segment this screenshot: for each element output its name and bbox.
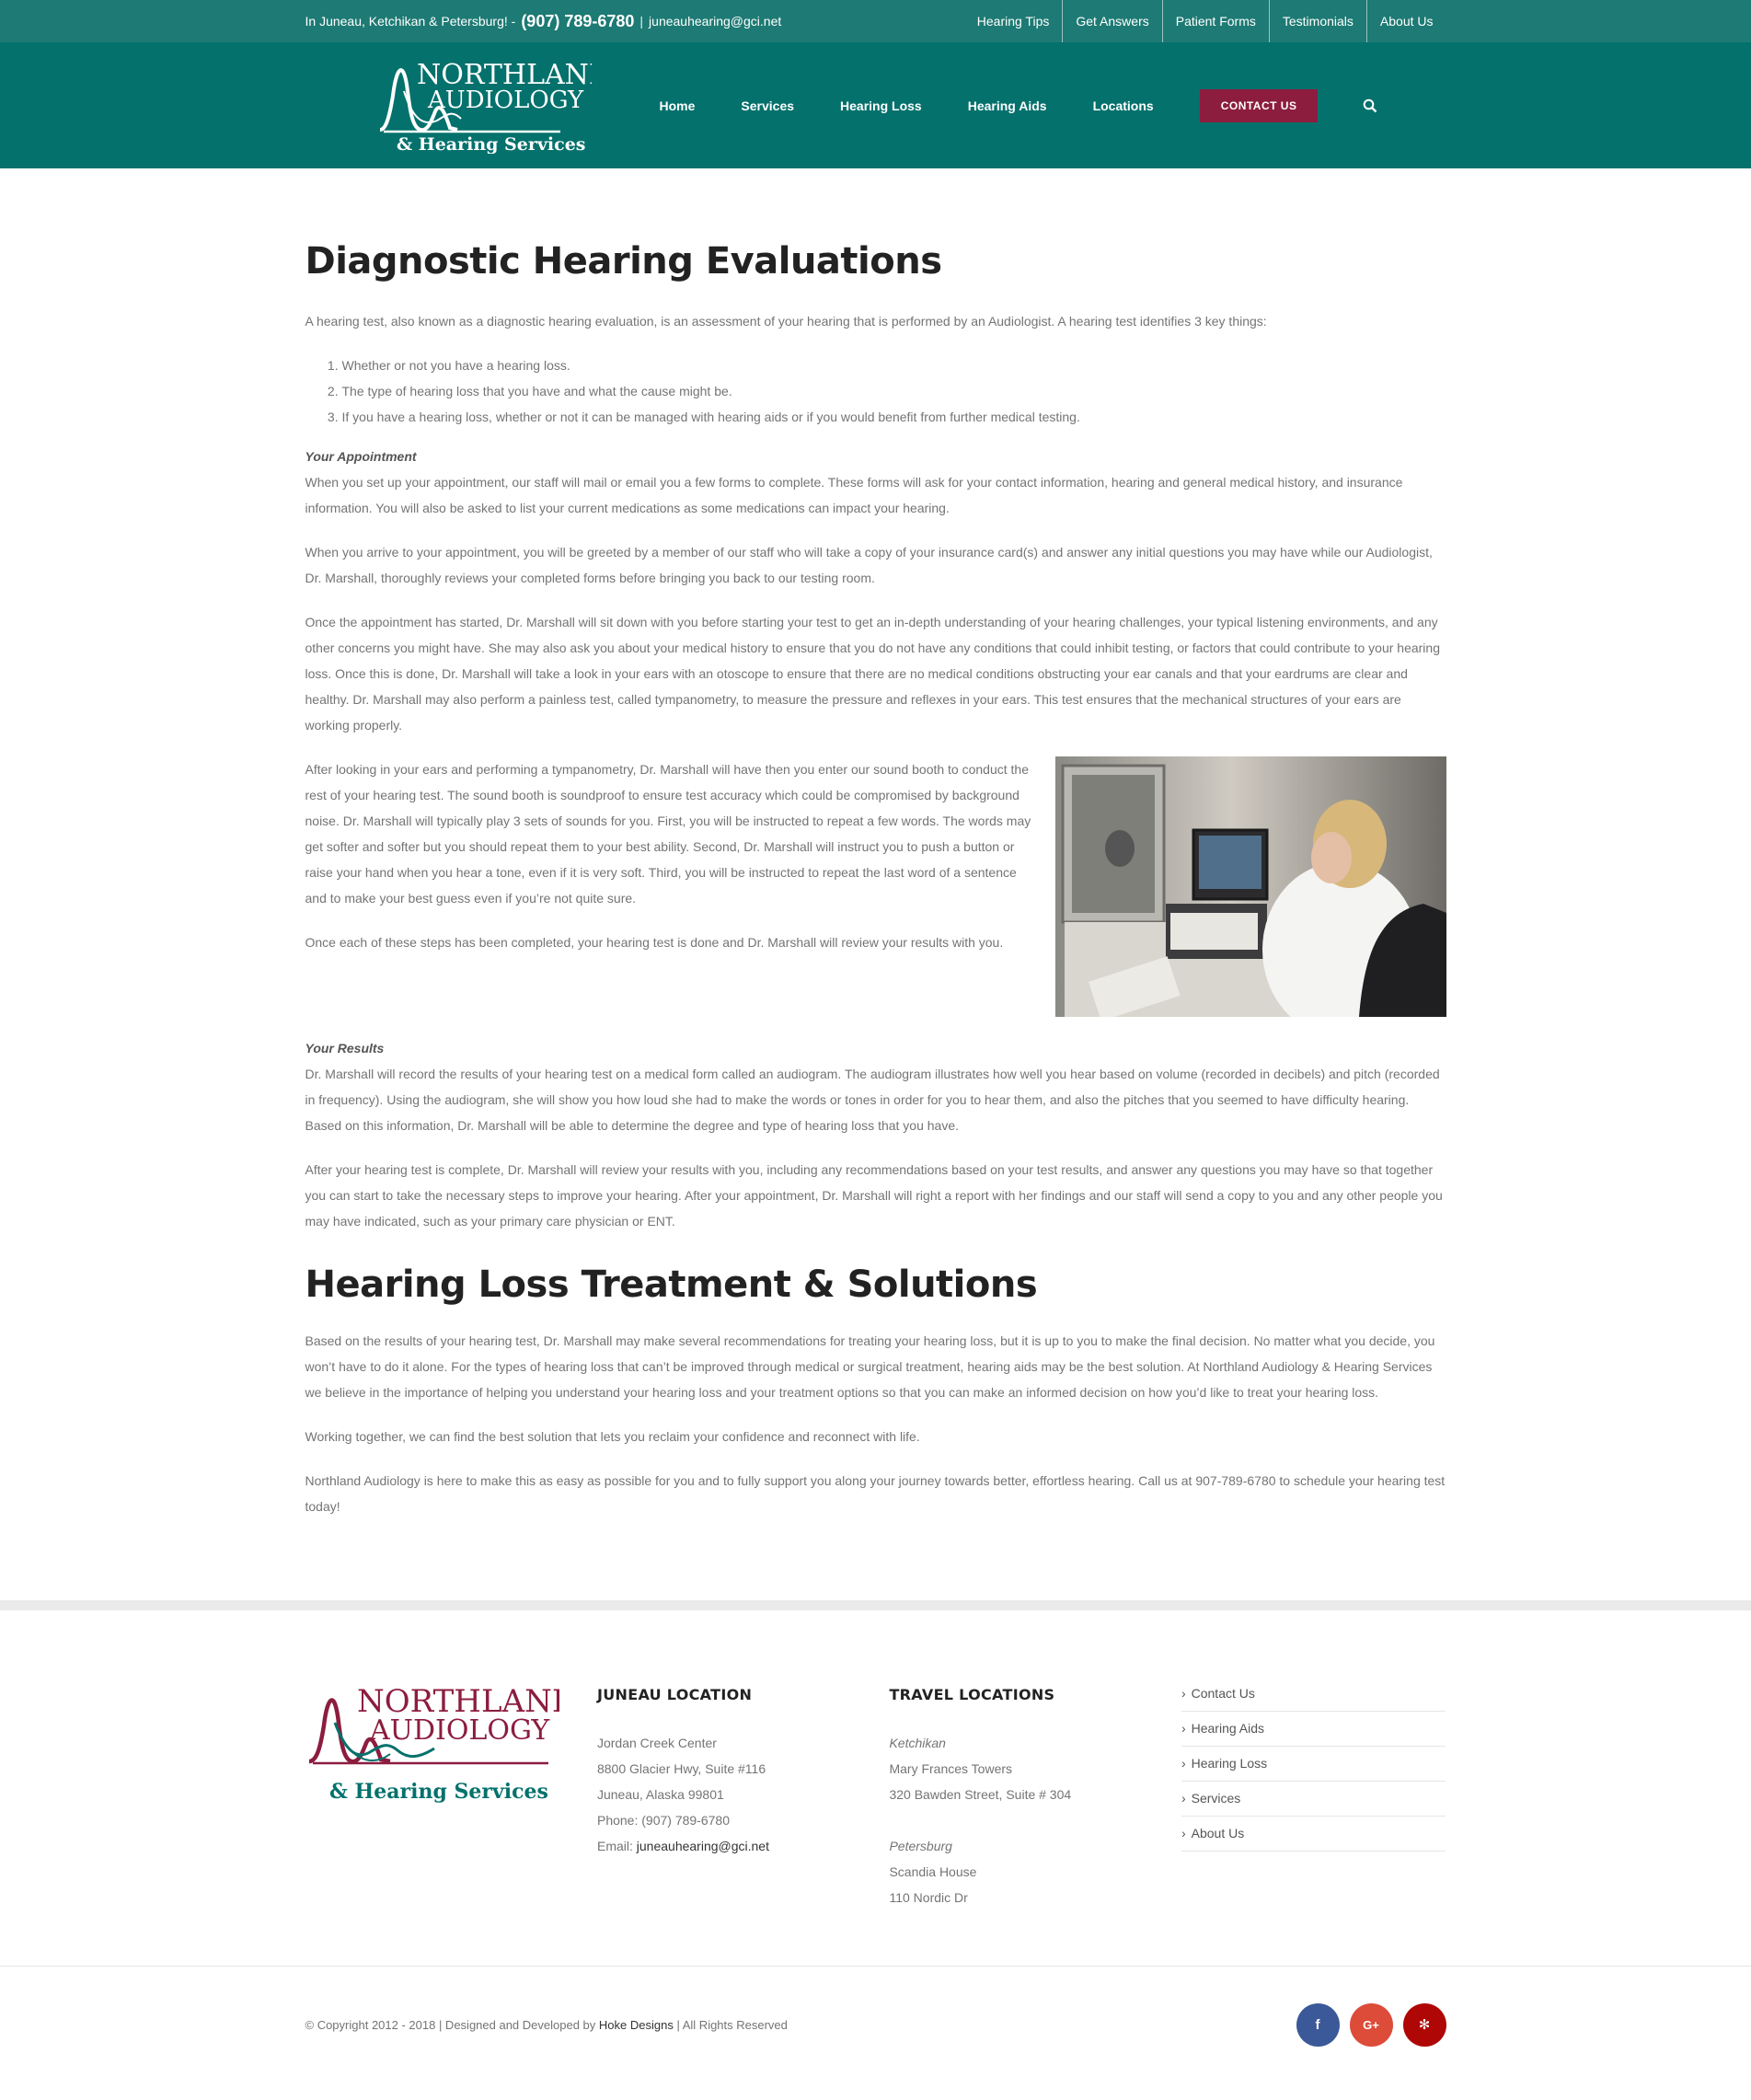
results-paragraph-2: After your hearing test is complete, Dr. Marshall will review your results with you, including any recommendations based on your test results, and answer any questions you may have so that together you can start to take the necessary steps to improve your hearing. After your appointment, Dr. Marshall will right a report with her findings and our staff will send a copy to you and any other people you may have indicated, such as your primary care physician or ENT. [305, 1162, 1443, 1229]
juneau-line: Juneau, Alaska 99801 [596, 1787, 724, 1802]
nav-services[interactable]: Services [741, 98, 795, 113]
top-link-about-us[interactable]: About Us [1366, 0, 1446, 42]
ketchikan-name: Ketchikan [889, 1736, 946, 1750]
top-link-hearing-tips[interactable]: Hearing Tips [976, 14, 1050, 29]
treatment-title: Hearing Loss Treatment & Solutions [305, 1263, 1038, 1306]
juneau-email-row [597, 1833, 889, 1859]
page-title: Diagnostic Hearing Evaluations [305, 240, 942, 283]
list-item: 2. The type of hearing loss that you have and what the cause might be. [342, 378, 1446, 404]
top-bar [0, 0, 1751, 42]
ketchikan-line: Mary Frances Towers [889, 1761, 1013, 1776]
yelp-icon[interactable]: ✻ [1403, 2003, 1446, 2047]
facebook-icon[interactable]: f [1296, 2003, 1340, 2047]
social-links [1296, 2003, 1446, 2047]
key-things-list [342, 352, 1446, 430]
designer-link[interactable]: Hoke Designs [598, 2017, 674, 2032]
copyright-text [305, 2018, 788, 2032]
contact-us-button[interactable]: CONTACT US [1200, 89, 1319, 122]
juneau-line: 8800 Glacier Hwy, Suite #116 [596, 1761, 766, 1776]
top-link-get-answers[interactable]: Get Answers [1062, 0, 1161, 42]
footer-logo-audiology: AUDIOLOGY [369, 1714, 549, 1747]
main-content [305, 168, 1446, 1600]
footer-logo [305, 1684, 597, 1910]
logo-text-audiology: AUDIOLOGY [427, 87, 583, 114]
list-item: 3. If you have a hearing loss, whether or not it can be managed with hearing aids or if you would benefit from further medical testing. [342, 404, 1446, 430]
logo-graphic [376, 54, 592, 154]
juneau-email-label: Email: [596, 1839, 633, 1853]
footer-juneau-location [597, 1684, 889, 1910]
treatment-paragraph-2: Working together, we can find the best solution that lets you reclaim your confidence and reconnect with life. [305, 1429, 920, 1444]
results-heading: Your Results [305, 1041, 385, 1056]
copyright-suffix: | All Rights Reserved [676, 2017, 788, 2032]
footer-logo-hearing-services: & Hearing Services [328, 1780, 548, 1804]
site-logo[interactable] [376, 54, 592, 154]
travel-heading: TRAVEL LOCATIONS [889, 1686, 1055, 1703]
ketchikan-line: 320 Bawden Street, Suite # 304 [889, 1787, 1072, 1802]
main-header [0, 42, 1751, 168]
juneau-line: Jordan Creek Center [596, 1736, 717, 1750]
footer-link-about-us[interactable]: › About Us [1181, 1817, 1446, 1852]
results-section [305, 1035, 1446, 1138]
petersburg-line: Scandia House [889, 1864, 977, 1879]
footer-travel-locations [889, 1684, 1181, 1910]
juneau-phone: Phone: (907) 789-6780 [596, 1813, 730, 1828]
copyright-bar [0, 1966, 1751, 2083]
top-bar-separator: | [639, 14, 644, 29]
top-link-testimonials[interactable]: Testimonials [1269, 0, 1366, 42]
footer-link-services[interactable]: › Services [1181, 1782, 1446, 1817]
list-item: 1. Whether or not you have a hearing loss. [342, 352, 1446, 378]
intro-paragraph: A hearing test, also known as a diagnostic hearing evaluation, is an assessment of your hearing that is performed by an Audiologist. A hearing test identifies 3 key things: [305, 314, 1267, 329]
main-nav [660, 42, 1379, 168]
nav-hearing-aids[interactable]: Hearing Aids [967, 98, 1047, 113]
nav-home[interactable]: Home [659, 98, 696, 113]
footer-links [1181, 1684, 1446, 1910]
appointment-paragraph-1: When you set up your appointment, our staff will mail or email you a few forms to complete. These forms will ask for your contact information, hearing and general medical history, and insurance information. You will also be asked to list your current medications as some medications can impact your hearing. [305, 475, 1403, 515]
results-paragraph-1: Dr. Marshall will record the results of your hearing test on a medical form called an audiogram. The audiogram illustrates how well you hear based on volume (recorded in decibels) and pitch (recorded in frequency). Using the audiogram, she will show you how loud she had to make the words or tones in order for you to hear them, and also the pitches that you seemed to have difficulty hearing. Based on this information, Dr. Marshall will be able to determine the degree and type of hearing loss that you have. [305, 1067, 1440, 1133]
footer [0, 1600, 1751, 1966]
juneau-email-link[interactable]: juneauhearing@gci.net [636, 1839, 769, 1853]
treatment-paragraph-3: Northland Audiology is here to make this as easy as possible for you and to fully support you along your journey towards better, effortless hearing. Call us at 907-789-6780 to schedule your hearing test today! [305, 1473, 1446, 1514]
petersburg-line: 110 Nordic Dr [889, 1890, 968, 1905]
nav-hearing-loss[interactable]: Hearing Loss [840, 98, 922, 113]
logo-text-northland: NORTHLAND [416, 59, 592, 91]
appointment-paragraph-5: Once each of these steps has been completed, your hearing test is done and Dr. Marshall will review your results with you. [305, 935, 1004, 950]
search-icon[interactable] [1362, 98, 1378, 114]
footer-link-hearing-aids[interactable]: › Hearing Aids [1181, 1712, 1446, 1747]
petersburg-name: Petersburg [889, 1839, 952, 1853]
juneau-heading: JUNEAU LOCATION [596, 1686, 753, 1703]
top-bar-tagline: In Juneau, Ketchikan & Petersburg! - [305, 14, 516, 29]
treatment-paragraph-1: Based on the results of your hearing test, Dr. Marshall may make several recommendations for treating your hearing loss, but it is up to you to make the final decision. No matter what you decide, you won’t have to do it alone. For the types of hearing loss that can’t be improved through medical or surgical treatment, hearing aids may be the best solution. At Northland Audiology & Hearing Services we believe in the importance of helping you understand your hearing loss and your treatment options so that you can make an informed decision on how you’d like to treat your hearing loss. [305, 1333, 1435, 1400]
footer-logo-graphic [305, 1684, 559, 1813]
copyright-prefix: © Copyright 2012 - 2018 | Designed and Developed by [305, 2017, 596, 2032]
appointment-paragraph-4: After looking in your ears and performing a tympanometry, Dr. Marshall will have then you enter our sound booth to conduct the rest of your hearing test. The sound booth is soundproof to ensure test accuracy which could be compromised by background noise. Dr. Marshall will typically play 3 sets of sounds for you. First, you will be instructed to repeat a few words. The words may get softer and softer but you should repeat them to your best ability. Second, Dr. Marshall will instruct you to push a button or raise your hand when you hear a tone, even if it is very soft. Third, you will be instructed to repeat the last word of a sentence and to make your best guess even if you’re not quite sure. [305, 762, 1031, 906]
appointment-paragraph-2: When you arrive to your appointment, you will be greeted by a member of our staff who will take a copy of your insurance card(s) and answer any initial questions you may have while our Audiologist, Dr. Marshall, thoroughly reviews your completed forms before bringing you back to our testing room. [305, 545, 1433, 585]
top-bar-email[interactable]: juneauhearing@gci.net [649, 14, 782, 29]
appointment-heading: Your Appointment [305, 449, 417, 464]
footer-link-contact-us[interactable]: › Contact Us [1181, 1684, 1446, 1712]
google-plus-icon[interactable]: G+ [1350, 2003, 1393, 2047]
appointment-section [305, 444, 1446, 521]
top-link-patient-forms[interactable]: Patient Forms [1162, 0, 1269, 42]
footer-link-hearing-loss[interactable]: › Hearing Loss [1181, 1747, 1446, 1782]
audiologist-photo [1055, 756, 1446, 1017]
footer-logo-northland: NORTHLAND [356, 1684, 559, 1720]
logo-text-hearing-services: & Hearing Services [396, 134, 585, 154]
top-bar-links [964, 0, 1446, 42]
top-bar-contact [305, 12, 782, 31]
nav-locations[interactable]: Locations [1092, 98, 1154, 113]
top-bar-phone[interactable]: (907) 789-6780 [521, 11, 635, 30]
appointment-paragraph-3: Once the appointment has started, Dr. Marshall will sit down with you before starting your test to get an in-depth understanding of your hearing challenges, your typical listening environments, and any other concerns you might have. She may also ask you about your medical history to ensure that you do not have any conditions that could inhibit testing, or factors that could contribute to your hearing loss. Once this is done, Dr. Marshall will take a look in your ears with an otoscope to ensure that there are no medical conditions obstructing your ear canals and that your eardrums are clear and healthy. Dr. Marshall may also perform a painless test, called tympanometry, to measure the pressure and reflexes in your ears. This test ensures that the mechanical structures of your ears are working properly. [305, 615, 1440, 733]
